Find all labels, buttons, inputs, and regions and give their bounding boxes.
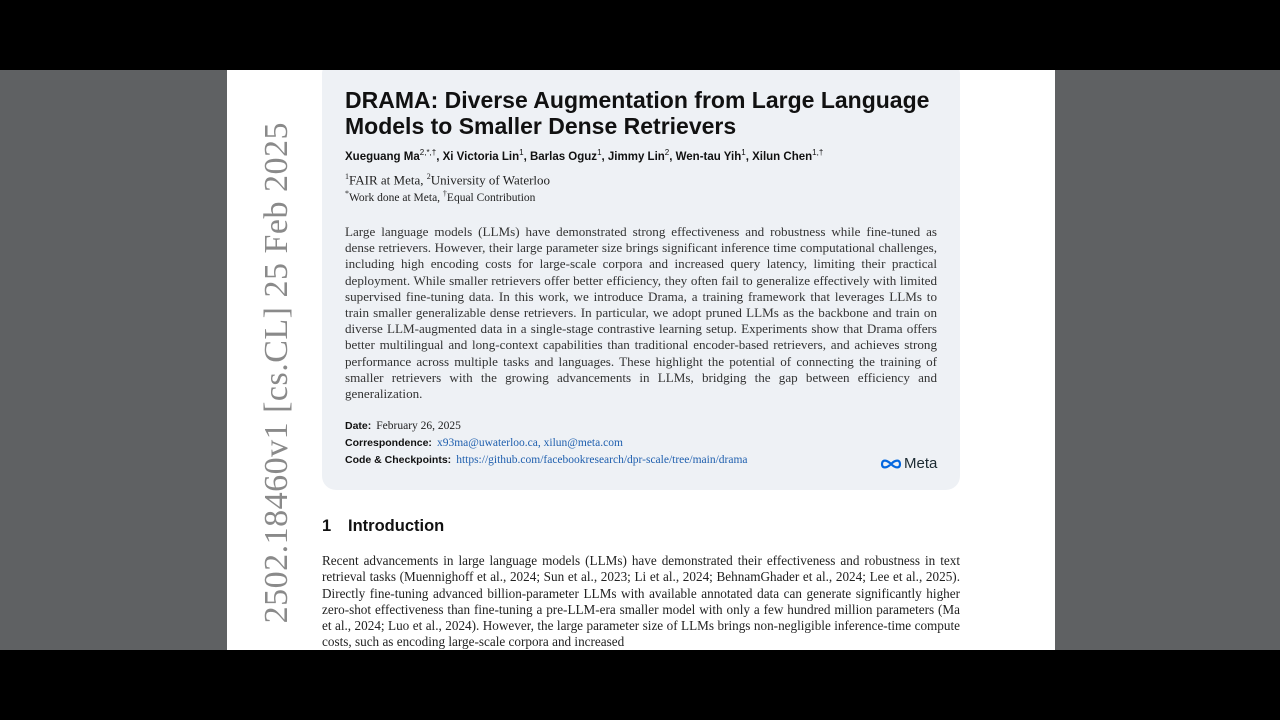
correspondence-row: [345, 437, 623, 449]
section-heading: [322, 517, 444, 536]
meta-logo-text: Meta: [904, 455, 938, 472]
code-url-link[interactable]: https://github.com/facebookresearch/dpr-scale/tree/main/drama: [456, 454, 748, 466]
author-affil-mark: 2: [664, 148, 670, 157]
meta-logo: [880, 455, 937, 472]
paper-title: DRAMA: Diverse Augmentation from Large Language Models to Smaller Dense Retrievers: [345, 87, 930, 139]
affil-mark: 2: [426, 172, 431, 181]
code-label: Code & Checkpoints:: [345, 454, 452, 466]
code-row: [345, 454, 748, 466]
author-notes: [345, 189, 535, 204]
author-name: Barlas Oguz: [529, 150, 598, 163]
section-title: Introduction: [348, 517, 445, 535]
pdf-viewer[interactable]: [0, 70, 1280, 650]
date-row: [345, 420, 461, 432]
affil-text: FAIR at Meta,: [349, 172, 427, 188]
abstract-text: Large language models (LLMs) have demonstrated strong effectiveness and robustness while fine-tuned as dense retrievers. However, their large parameter size brings significant inference time computational challenges, including high encoding costs for large-scale corpora and increased query latency, limiting their practical deployment. While smaller retrievers offer better efficiency, they often fail to generalize effectively with limited supervised fine-tuning data. In this work, we introduce Drama, a training framework that leverages LLMs to train smaller generalizable dense retrievers. In particular, we adopt pruned LLMs as the backbone and train on diverse LLM-augmented data in a single-stage contrastive learning setup. Experiments show that Drama offers better multilingual and long-context capabilities than traditional encoder-based retrievers, and achieves strong performance across multiple tasks and languages. These highlight the potential of connecting the training of smaller retrievers with the growing advancements in LLMs, bridging the gap between efficiency and generalization.: [345, 224, 937, 402]
affil-mark: 1: [345, 172, 349, 181]
introduction-text: Recent advancements in large language models (LLMs) have demonstrated their effectiveness and robustness in text retrieval tasks (Muennighoff et al., 2024; Sun et al., 2023; Li et al., 2024; BehnamGhader et al., 2024; Lee et al., 2025). Directly fine-tuning advanced billion-parameter LLMs with available annotated data can generate significantly higher zero-shot effectiveness than fine-tuning a pre-LLM-era smaller model with only a few hundred million parameters (Ma et al., 2024; Luo et al., 2024). However, the large parameter size of LLMs brings non-negligible inference-time compute costs, such as encoding large-scale corpora and increased: [322, 553, 960, 650]
author-name: Xi Victoria Lin: [442, 150, 520, 163]
section-number: 1: [322, 517, 332, 535]
note-text: Equal Contribution: [446, 191, 536, 204]
arxiv-stamp: 2502.18460v1 [cs.CL] 25 Feb 2025: [258, 122, 295, 624]
author-affil-mark: 1: [741, 148, 746, 157]
correspondence-label: Correspondence:: [345, 437, 432, 449]
author-name: Wen-tau Yih: [675, 150, 742, 163]
author-affil-mark: 2,*,†: [419, 148, 437, 157]
author-name: Jimmy Lin: [607, 150, 665, 163]
author-name: Xueguang Ma: [345, 150, 420, 163]
author-list: Xueguang $Ma^{2,*,\dagger}$, Xi Victoria Lin$^1$, Barlas Oguz$^1$, Jimmy Lin$^2$, Wen-tau Yih$^1$, Xilun Chen$^{1,\dagger}$: [345, 148, 824, 163]
affil-text: University of Waterloo: [430, 172, 551, 188]
date-value: February 26, 2025: [376, 420, 461, 432]
author-affil-mark: 1: [519, 148, 524, 157]
date-label: Date:: [345, 420, 372, 432]
correspondence-email-link[interactable]: x93ma@uwaterloo.ca, xilun@meta.com: [436, 437, 623, 449]
affiliations: [345, 172, 550, 188]
meta-infinity-icon: [880, 458, 902, 470]
note-mark: *: [345, 189, 349, 198]
author-name: Xilun Chen: [752, 150, 813, 163]
author-affil-mark: 1,†: [812, 148, 824, 157]
note-text: Work done at Meta,: [349, 191, 443, 204]
note-mark: †: [442, 189, 447, 198]
pdf-page: [227, 70, 1055, 650]
author-affil-mark: 1: [597, 148, 602, 157]
